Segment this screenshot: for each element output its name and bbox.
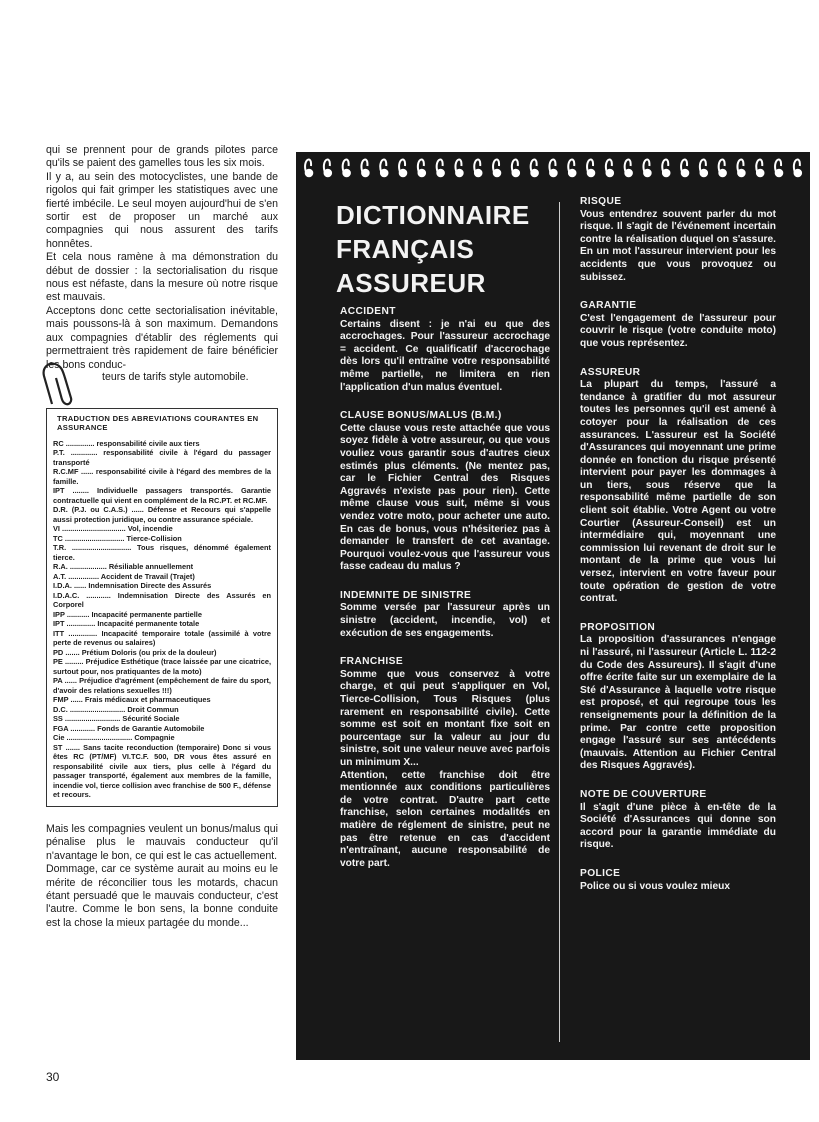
article-conclusion [46, 823, 278, 930]
article-paragraph: Mais les compagnies veulent un bonus/malus qui pénalise plus le mauvais conducteur qu'il n'avantage le bon, ce qui est le cas actuellement. [46, 822, 278, 862]
entry-definition: La proposition d'assurances n'engage ni l'assuré, ni l'assureur (Article L. 112-2 du Code des Assureurs). Il s'agit d'une offre écrite faite sur un exemplaire de la Sté d'Assurance à laquelle votre risque est proposé, et qui regroupe tous les renseignements pour la définition de la prime. Par contre cette proposition engage l'assuré sur ses antécédents (mauvais. Attention au Fichier Central des Risques Aggravés). [580, 634, 776, 772]
dictionary-entry [580, 622, 776, 773]
entry-definition: Vous entendrez souvent parler du mot risque. Il s'agit de l'événement incertain contre la réalisation duquel on s'assure. En un mot l'assureur intervient pour les accidents que vous provoquez ou subissez. [580, 208, 776, 283]
abbreviation-line: Cie ................................ Compagnie [53, 733, 175, 743]
binding-hole [624, 169, 633, 178]
abbreviation-line: PD ....... Prétium Doloris (ou prix de la douleur) [53, 647, 217, 657]
entry-definition: Cette clause vous reste attachée que vous soyez fidèle à votre assureur, ou que vous vouliez vous garantir sous d'autres cieux estimés plus cléments. (Ne mentez pas, car le Fichier Central des Risques Aggravés n'existe pas pour rien). Cette même clause vous suit, même si vous vendez votre moto, pour acheter une auto. En cas de bonus, vous n'hésiteriez pas à demander le transfert de cet avantage. Pourquoi voulez-vous que l'assureur vous fasse cadeau du malus ? [340, 422, 550, 573]
entry-term: RISQUE [580, 196, 622, 207]
article-left-column [46, 144, 278, 930]
binding-hole [606, 169, 615, 178]
binding-hole [643, 169, 652, 178]
title-line: ASSUREUR [336, 268, 486, 298]
title-line: FRANÇAIS [336, 234, 475, 264]
abbreviation-line: PA ...... Préjudice d'agrément (empêchement de faire du sport, d'avoir des relations sexuelles !!!) [53, 676, 271, 695]
abbreviation-line: T.R. ............................. Tous risques, dénommé également tierce. [53, 543, 271, 562]
abbreviation-line: R.A. .................. Résiliable annuellement [53, 562, 194, 572]
dictionary-entry [340, 590, 550, 640]
binding-hole [455, 169, 464, 178]
entry-definition: Il s'agit d'une pièce à en-tête de la Société d'Assurances qui donne son accord pour la garantie immédiate du risque. [580, 801, 776, 851]
binding-hole [418, 169, 427, 178]
abbreviation-line: IPT ........ Individuelle passagers transportés. Garantie contractuelle qui vient en complément de la RC.PT. et RC.MF. [53, 486, 271, 505]
entry-term: INDEMNITE DE SINISTRE [340, 589, 472, 601]
abbreviation-line: SS ........................... Sécurité Sociale [53, 714, 180, 724]
binding-hole [549, 169, 558, 178]
entry-term: NOTE DE COUVERTURE [580, 788, 707, 800]
column-divider [559, 202, 560, 1042]
binding-hole [756, 169, 765, 178]
abbreviation-line: IPT .............. Incapacité permanente totale [53, 619, 200, 629]
binding-hole [681, 169, 690, 178]
binding-hole [342, 169, 351, 178]
binding-hole [399, 169, 408, 178]
article-paragraph: Dommage, car ce système aurait au moins eu le mérite de réconcilier tous les motards, chacun étant persuadé que le mauvais conducteur, c'est l'autre. Comme le bon sens, la bonne conduite est la chose la mieux partagée du monde... [46, 863, 278, 929]
entry-term: CLAUSE BONUS/MALUS (B.M.) [340, 410, 502, 422]
binding-hole [474, 169, 483, 178]
title-line: DICTIONNAIRE [336, 200, 530, 230]
article-paragraph: qui se prennent pour de grands pilotes parce qu'ils se paient des gamelles tous les six mois. [46, 144, 278, 170]
entry-definition: Attention, cette franchise doit être mentionnée aux conditions particulières de votre contrat. D'autre part cette franchise, selon certaines modalités en matière de réglement de sinistre, peut ne pas être retenue en cas d'accident n'entraînant, aucune responsabilité de votre part. [340, 769, 550, 869]
dictionary-entry [580, 300, 776, 350]
binding-hole [324, 169, 333, 178]
binding-hole [700, 169, 709, 178]
binding-hole [718, 169, 727, 178]
abbreviations-box [46, 408, 278, 807]
abbreviation-line: FGA ............ Fonds de Garantie Automobile [53, 723, 205, 733]
binding-hole [305, 169, 314, 178]
abbreviation-line: R.C.MF ...... responsabilité civile à l'égard des membres de la famille. [53, 467, 271, 486]
entry-definition: Police ou si vous voulez mieux [580, 880, 731, 892]
dictionary-left-column [340, 306, 550, 886]
binding-hole [436, 169, 445, 178]
dictionary-entry [340, 306, 550, 394]
paperclip-row [46, 372, 278, 402]
abbreviation-line: ST ....... Sans tacite reconduction (temporaire) Donc si vous êtes RC (PT/MF) VI.TC.F. 500, DR vous êtes assuré en responsabilité civile aux tiers, plus celle à l'égard du passager transporté, également aux membres de la famille, incendie vol, tierce collision avec franchise de 500 F., défense et recours. [53, 742, 271, 800]
article-paragraph: Acceptons donc cette sectorialisation inévitable, mais poussons-là à son maximum. Demandons aux compagnies d'établir des réglements qui permettraient très rapidement de faire bénéficier les bons conduc- [46, 304, 278, 371]
entry-term: ASSUREUR [580, 366, 641, 378]
spiral-binding [296, 152, 810, 182]
binding-hole [775, 169, 784, 178]
abbreviation-line: I.D.A. ...... Indemnisation Directe des Assurés [53, 581, 212, 591]
dictionary-right-column [580, 196, 776, 909]
binding-hole [568, 169, 577, 178]
entry-definition: La plupart du temps, l'assuré a tendance à gratifier du mot assureur toutes les personnes qu'il est amené à cotoyer pour la réalisation de ces assurances. L'assureur est la Société d'Assurances qui moyennant une prime donnée en fonction du risque présenté intervient pour payer les dommages à un tiers, sous réserve que la responsabilité même partielle de son client soit établie. Votre Agent ou votre Courtier (Assureur-Conseil) est un intermédiaire qui, moyennant une commission lui revenant de droit sur le montant de la prime que vous lui versez, intervient en votre faveur pour toute opération de gestion de votre contrat. [580, 379, 776, 605]
binding-hole [361, 169, 370, 178]
entry-definition: Somme que vous conservez à votre charge, et qui peut s'appliquer en Vol, Tierce-Collision, Tous Risques (plus rarement en responsabilité civile). Cette somme est soit en montant fixe soit en pourcentage sur la valeur au jour du sinistre, soit une valeur neuve avec parfois un minimum X... [340, 668, 550, 768]
binding-hole [737, 169, 746, 178]
dictionary-entry [580, 196, 776, 284]
entry-term: POLICE [580, 867, 621, 879]
binding-hole [662, 169, 671, 178]
abbreviation-line: A.T. ............... Accident de Travail (Trajet) [53, 571, 195, 581]
binding-hole [493, 169, 502, 178]
abbreviation-line: TC ............................. Tierce-Collision [53, 533, 182, 543]
dictionary-panel [296, 152, 810, 1060]
entry-term: FRANCHISE [340, 656, 404, 668]
abbreviation-line: P.T. ............. responsabilité civile à l'égard du passager transporté [53, 448, 271, 467]
dictionary-entry [580, 789, 776, 852]
dictionary-entry [580, 868, 776, 893]
binding-hole [530, 169, 539, 178]
abbreviation-line: PE ......... Préjudice Esthétique (trace laissée par une cicatrice, surtout pour, nos pratiquantes de la moto) [53, 657, 271, 676]
binding-hole [794, 169, 803, 178]
entry-definition: C'est l'engagement de l'assureur pour couvrir le risque (votre conduite moto) que vous représentez. [580, 312, 776, 349]
entry-term: ACCIDENT [340, 306, 396, 317]
abbreviation-line: I.D.A.C. ............ Indemnisation Directe des Assurés en Corporel [53, 590, 271, 610]
page-number: 30 [46, 1070, 60, 1084]
dictionary-entry [340, 410, 550, 574]
article-paragraph: Il y a, au sein des motocyclistes, une bande de rigolos qui fait grimper les statistiques avec une fierté imbécile. Le seul moyen aujourd'hui de s'en sortir est de proposer un marché aux compagnies qui nous assurent des tarifs honnêtes. [46, 170, 278, 250]
abbreviation-line: RC .............. responsabilité civile aux tiers [53, 438, 200, 448]
entry-term: PROPOSITION [580, 621, 656, 633]
abbreviation-line: D.R. (P.J. ou C.A.S.) ...... Défense et Recours qui s'appelle aussi protection juridique, ou contre assurance spéciale. [53, 505, 271, 524]
entry-definition: Somme versée par l'assureur après un sinistre (accident, incendie, vol) et exécution de ses engagements. [340, 602, 550, 639]
entry-term: GARANTIE [580, 300, 637, 312]
article-paragraph-tail: teurs de tarifs style automobile. [102, 370, 249, 383]
abbreviation-line: D.C. ........................... Droit Commun [53, 704, 179, 714]
article-paragraph: Et cela nous ramène à ma démonstration du début de dossier : la sectorialisation du risque nous est néfaste, dans la mesure où notre risque est mauvais. [46, 251, 278, 304]
abbreviations-title: TRADUCTION DES ABREVIATIONS COURANTES EN ASSURANCE [57, 413, 259, 433]
binding-hole [587, 169, 596, 178]
binding-hole [380, 169, 389, 178]
dictionary-title [336, 198, 566, 300]
abbreviation-line: IPP ........... Incapacité permanente partielle [53, 609, 202, 619]
binding-hole [512, 169, 521, 178]
abbreviation-line: VI ............................... Vol, incendie [53, 524, 173, 534]
abbreviation-line: ITT .............. Incapacité temporaire totale (assimilé à votre perte de revenus ou salaires) [53, 628, 271, 648]
paperclip-icon [38, 358, 86, 414]
abbreviations-list [53, 439, 271, 800]
dictionary-entry [340, 656, 550, 870]
entry-definition: Certains disent : je n'ai eu que des accrochages. Pour l'assureur accrochage = accident. Ce qualificatif d'accrochage dès lors qu'il entraîne votre responsabilité même partielle, ne limitera en rien l'application d'un malus éventuel. [340, 318, 550, 393]
abbreviation-line: FMP ...... Frais médicaux et pharmaceutiques [53, 695, 211, 705]
dictionary-entry [580, 367, 776, 606]
